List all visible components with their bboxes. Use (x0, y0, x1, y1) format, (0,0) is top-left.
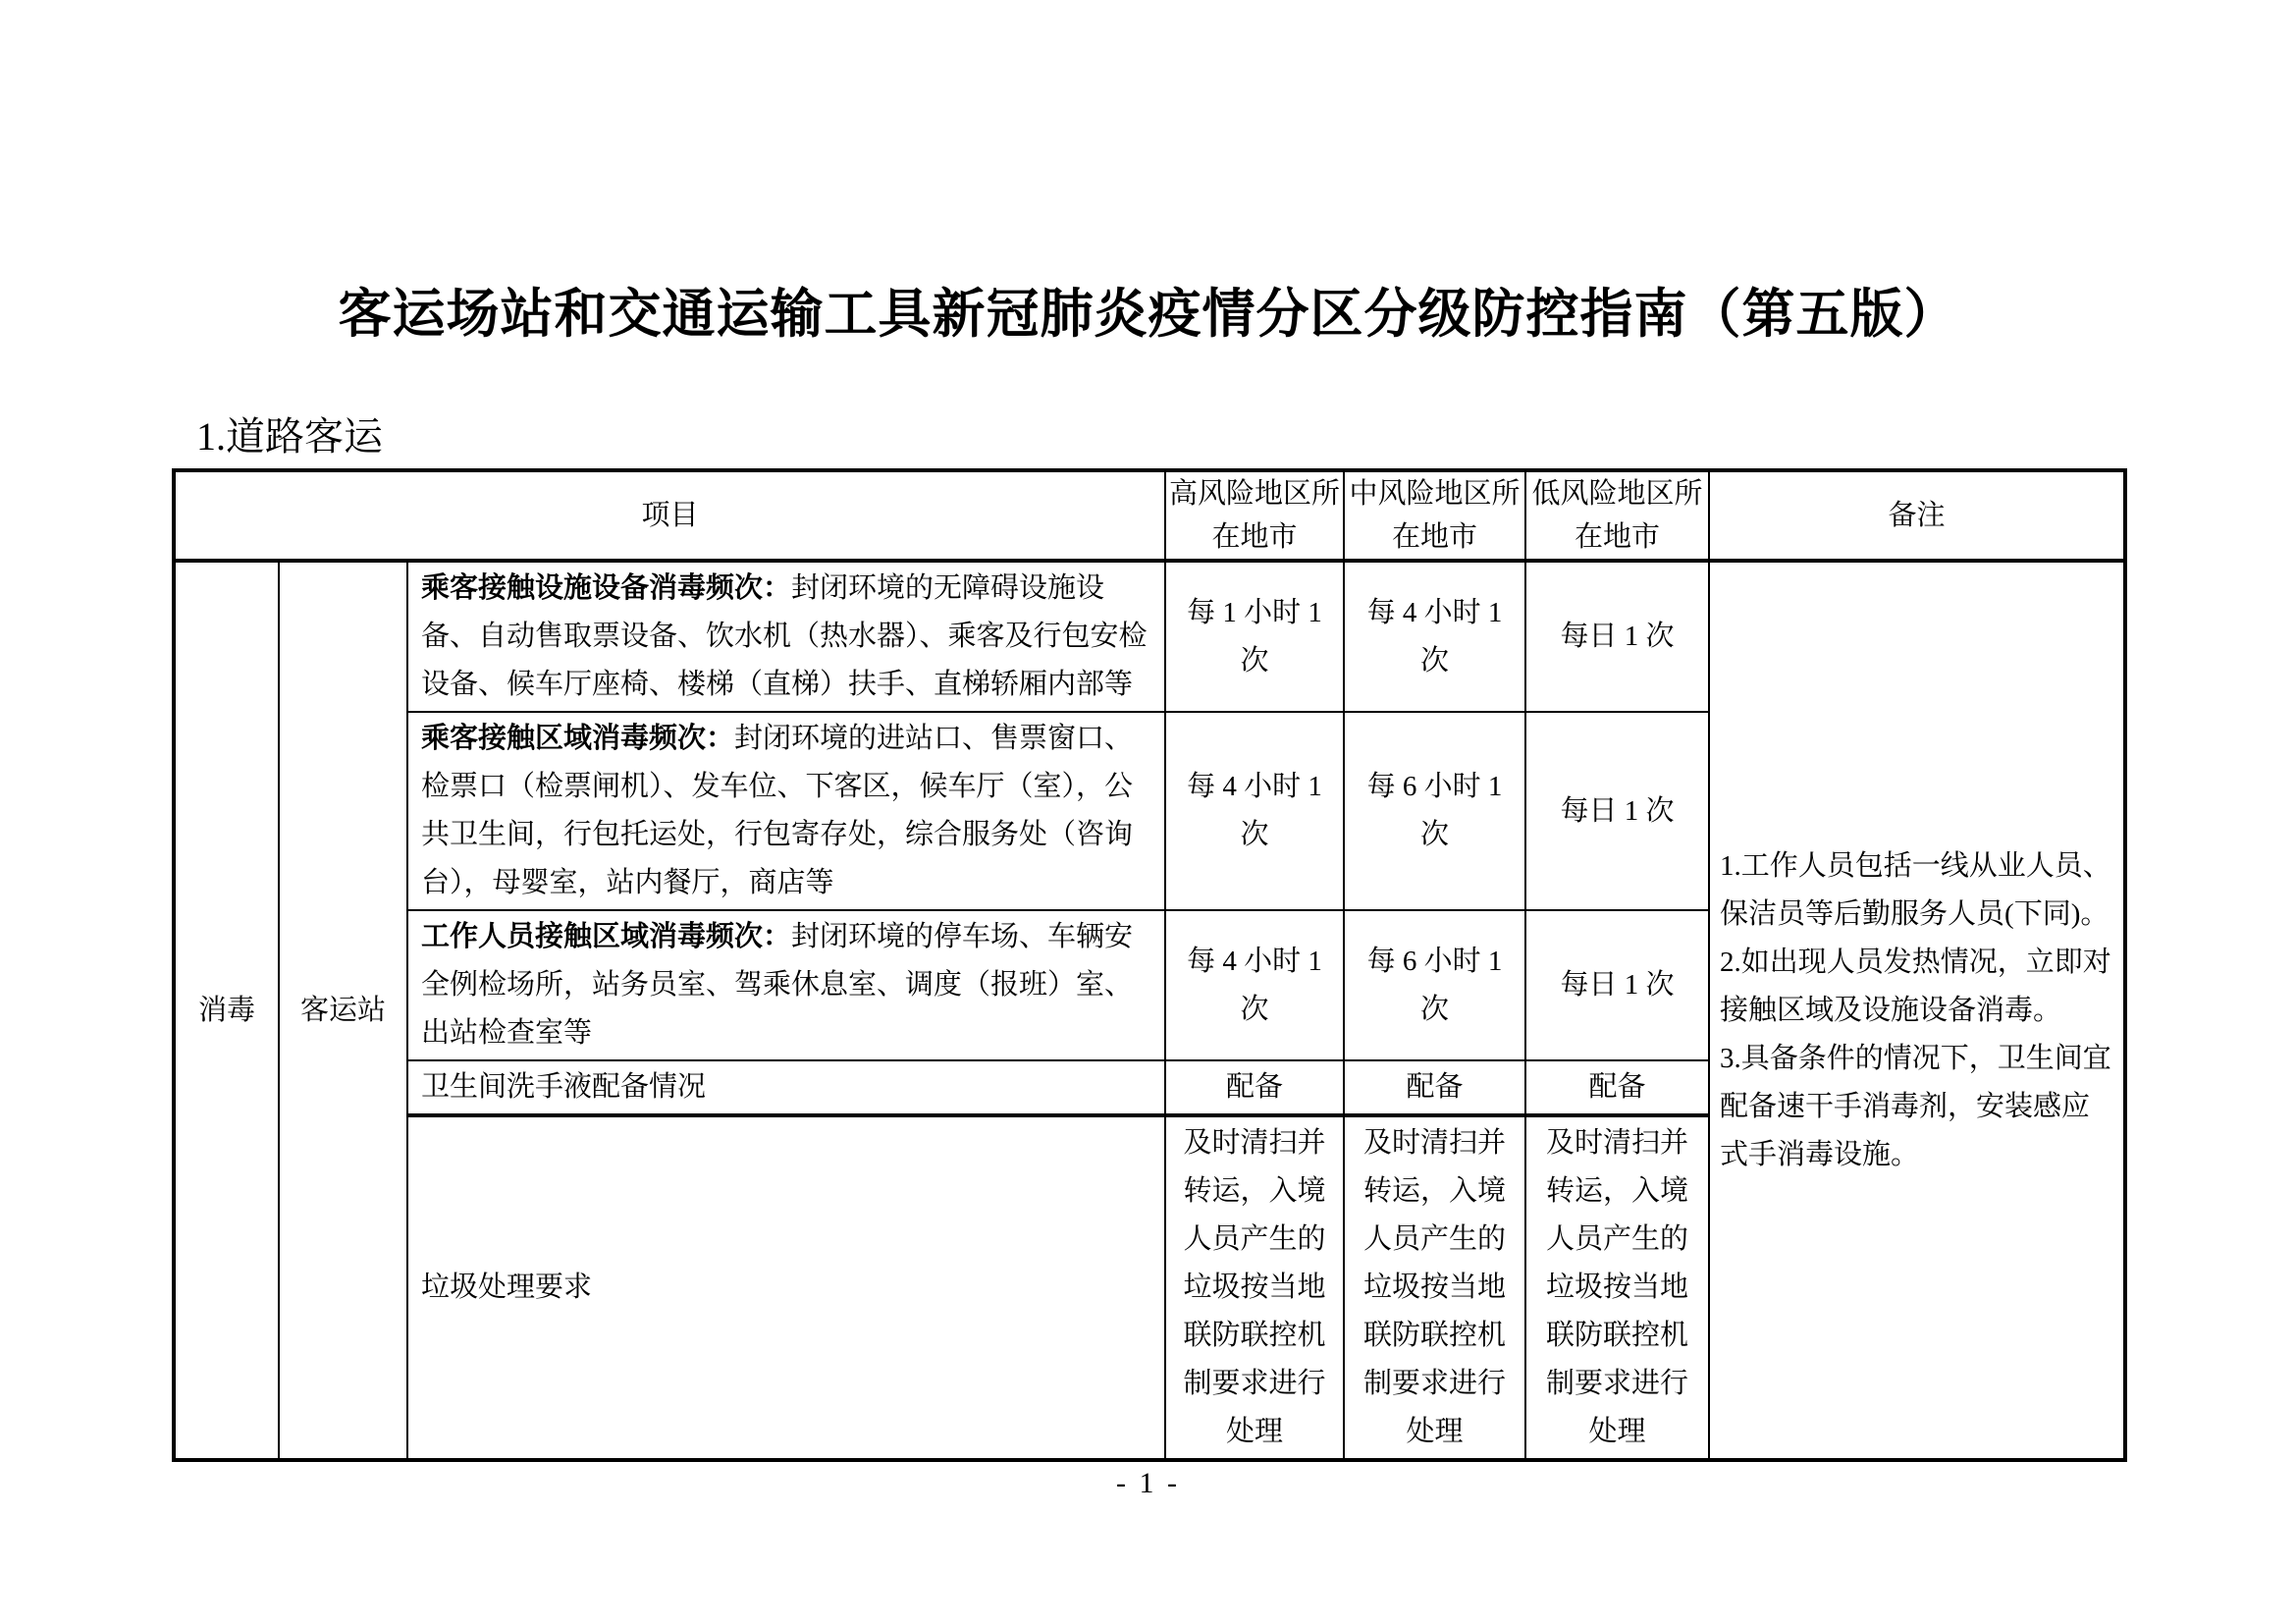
road-passenger-transport-table (172, 468, 2127, 1462)
value-mid-risk: 每 6 小时 1 次 (1344, 910, 1525, 1060)
value-low-risk: 及时清扫并转运，入境人员产生的垃圾按当地联防联控机制要求进行处理 (1525, 1115, 1709, 1460)
value-high-risk: 每 4 小时 1 次 (1165, 712, 1344, 910)
value-low-risk: 每日 1 次 (1525, 561, 1709, 712)
row-label-bold: 乘客接触设施设备消毒频次： (421, 572, 792, 604)
value-low-risk: 每日 1 次 (1525, 910, 1709, 1060)
section-heading: 1.道路客运 (196, 414, 383, 459)
page-number: - 1 - (1116, 1467, 1180, 1499)
value-high-risk: 每 4 小时 1 次 (1165, 910, 1344, 1060)
header-project: 项目 (174, 470, 1165, 561)
value-low-risk: 每日 1 次 (1525, 712, 1709, 910)
row-label-text: 封闭环境的停车场、车辆安全例检场所，站务员室、驾乘休息室、调度（报班）室、出站检查室等 (421, 921, 1134, 1049)
category-cell-disinfection: 消毒 (174, 561, 279, 1460)
header-remarks: 备注 (1709, 470, 2125, 561)
value-mid-risk: 配备 (1344, 1060, 1525, 1115)
row-label-restroom-soap: 卫生间洗手液配备情况 (407, 1060, 1165, 1115)
value-high-risk: 配备 (1165, 1060, 1344, 1115)
value-low-risk: 配备 (1525, 1060, 1709, 1115)
row-label-bold: 工作人员接触区域消毒频次： (421, 921, 792, 952)
header-low-risk-region: 低风险地区所在地市 (1525, 470, 1709, 561)
table-row (174, 561, 2125, 712)
row-label-staff-area-disinfection (407, 910, 1165, 1060)
row-label-garbage-handling: 垃圾处理要求 (407, 1115, 1165, 1460)
row-label-facility-disinfection (407, 561, 1165, 712)
value-mid-risk: 及时清扫并转运，入境人员产生的垃圾按当地联防联控机制要求进行处理 (1344, 1115, 1525, 1460)
row-label-text: 封闭环境的无障碍设施设备、自动售取票设备、饮水机（热水器）、乘客及行包安检设备、候车厅座椅、楼梯（直梯）扶手、直梯轿厢内部等 (421, 572, 1148, 700)
row-label-bold: 乘客接触区域消毒频次： (421, 723, 735, 754)
value-high-risk: 每 1 小时 1 次 (1165, 561, 1344, 712)
header-high-risk-region: 高风险地区所在地市 (1165, 470, 1344, 561)
table-header-row (174, 470, 2125, 561)
remarks-cell (1709, 561, 2125, 1460)
location-cell-passenger-station: 客运站 (279, 561, 407, 1460)
row-label-passenger-area-disinfection (407, 712, 1165, 910)
value-mid-risk: 每 4 小时 1 次 (1344, 561, 1525, 712)
header-mid-risk-region: 中风险地区所在地市 (1344, 470, 1525, 561)
value-mid-risk: 每 6 小时 1 次 (1344, 712, 1525, 910)
page-title: 客运场站和交通运输工具新冠肺炎疫情分区分级防控指南（第五版） (338, 285, 1958, 344)
remark-item-2: 2.如出现人员发热情况，立即对接触区域及设施设备消毒。 (1720, 946, 2111, 1026)
row-label-text: 封闭环境的进站口、售票窗口、检票口（检票闸机）、发车位、下客区，候车厅（室），公共卫生间，行包托运处，行包寄存处，综合服务处（咨询台），母婴室，站内餐厅，商店等 (421, 723, 1134, 898)
value-high-risk: 及时清扫并转运，入境人员产生的垃圾按当地联防联控机制要求进行处理 (1165, 1115, 1344, 1460)
remark-item-3: 3.具备条件的情况下，卫生间宜配备速干手消毒剂，安装感应式手消毒设施。 (1720, 1042, 2111, 1170)
remark-item-1: 1.工作人员包括一线从业人员、保洁员等后勤服务人员(下同)。 (1720, 849, 2111, 930)
